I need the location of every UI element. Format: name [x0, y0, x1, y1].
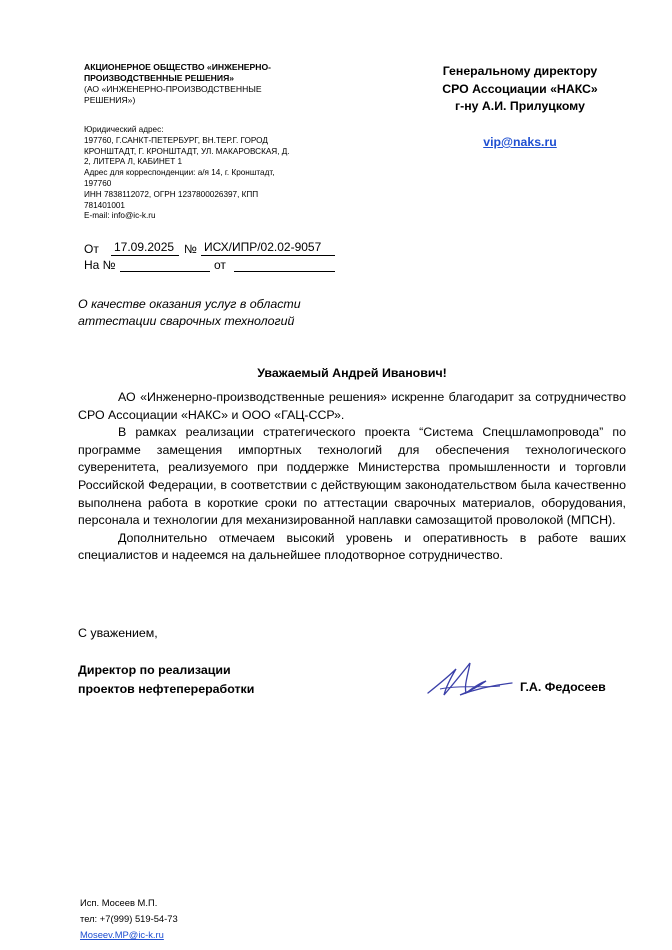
- org-name-line1: АКЦИОНЕРНОЕ ОБЩЕСТВО «ИНЖЕНЕРНО-: [84, 62, 272, 72]
- address-line: E-mail: info@ic-k.ru: [84, 211, 156, 221]
- address-line: 197760, Г.САНКТ-ПЕТЕРБУРГ, ВН.ТЕР.Г. ГОРОД: [84, 135, 268, 145]
- addressee-block: [420, 63, 620, 116]
- executor-name: Исп. Мосеев М.П.: [80, 897, 158, 908]
- from2-label: от: [214, 258, 226, 272]
- to-number-label: На №: [84, 258, 116, 272]
- letter-body: [78, 389, 626, 565]
- date-field: [111, 241, 179, 256]
- body-paragraph: В рамках реализации стратегического проекта “Система Спецшламопровода” по программе замещения импортных технологий для обеспечения технологического суверенитета, реализуемого при поддержке Министерства промышленности и торговли Российской Федерации, в соответствии с действующим законодательством была качественно выполнена работа в короткие сроки по аттестации сварочных материалов, оборудования, персонала и технологии для механизированной наплавки самозащитой проволокой (МПСН).: [78, 425, 626, 528]
- addressee-line1: Генеральному директору: [442, 64, 598, 78]
- org-short-line2: РЕШЕНИЯ»): [84, 95, 136, 105]
- date-value: 17.09.2025: [114, 240, 175, 254]
- address-line: КРОНШТАДТ, Г. КРОНШТАДТ, УЛ. МАКАРОВСКАЯ, Д.: [84, 146, 290, 156]
- executor-phone: тел: +7(999) 519-54-73: [80, 913, 178, 924]
- reference-block: [84, 241, 364, 273]
- sender-organization: [84, 62, 314, 106]
- subject-line1: О качестве оказания услуг в области: [78, 297, 301, 311]
- addressee-email-link[interactable]: vip@naks.ru: [483, 135, 557, 149]
- address-line: 2, ЛИТЕРА Л, КАБИНЕТ 1: [84, 157, 183, 167]
- number-field: [201, 241, 335, 256]
- subject-line2: аттестации сварочных технологий: [78, 313, 295, 328]
- body-paragraph: Дополнительно отмечаем высокий уровень и оперативность в работе ваших специалистов и надеемся на дальнейшее плодотворное сотрудничество.: [78, 530, 626, 563]
- address-line: 197760: [84, 178, 112, 188]
- addressee-line3: г-ну А.И. Прилуцкому: [455, 99, 585, 113]
- address-line: 781401001: [84, 200, 125, 210]
- sender-address: [84, 125, 354, 222]
- role-line2: проектов нефтепереработки: [78, 682, 255, 696]
- addressee-line2: СРО Ассоциации «НАКС»: [442, 81, 598, 96]
- org-short-line1: (АО «ИНЖЕНЕРНО-ПРОИЗВОДСТВЕННЫЕ: [84, 84, 262, 94]
- address-line: Юридический адрес:: [84, 125, 164, 134]
- from-label: От: [84, 242, 99, 256]
- address-line: ИНН 7838112072, ОГРН 1237800026397, КПП: [84, 189, 259, 199]
- regards: С уважением,: [78, 626, 158, 640]
- addressee-email-wrap: [420, 135, 620, 149]
- signature-stroke: [428, 663, 512, 695]
- to-number-field: [120, 257, 210, 272]
- handwritten-signature: [420, 655, 520, 705]
- address-line: Адрес для корреспонденции: а/я 14, г. Кронштадт,: [84, 168, 275, 178]
- from2-field: [234, 257, 335, 272]
- salutation: Уважаемый Андрей Иванович!: [257, 366, 447, 380]
- number-value: ИСХ/ИПР/02.02-9057: [204, 240, 322, 254]
- org-name-line2: ПРОИЗВОДСТВЕННЫЕ РЕШЕНИЯ»: [84, 73, 235, 83]
- number-label: №: [184, 242, 197, 256]
- executor-email-link[interactable]: Moseev.MP@ic-k.ru: [80, 929, 164, 940]
- role-line1: Директор по реализации: [78, 663, 231, 677]
- signatory-name: Г.А. Федосеев: [520, 680, 606, 694]
- letter-subject: [78, 296, 358, 329]
- signatory-role: [78, 661, 254, 699]
- body-paragraph: АО «Инженерно-производственные решения» искренне благодарит за сотрудничество СРО Ассоциации «НАКС» и ООО «ГАЦ-ССР».: [78, 390, 626, 422]
- executor-footer: [80, 895, 178, 943]
